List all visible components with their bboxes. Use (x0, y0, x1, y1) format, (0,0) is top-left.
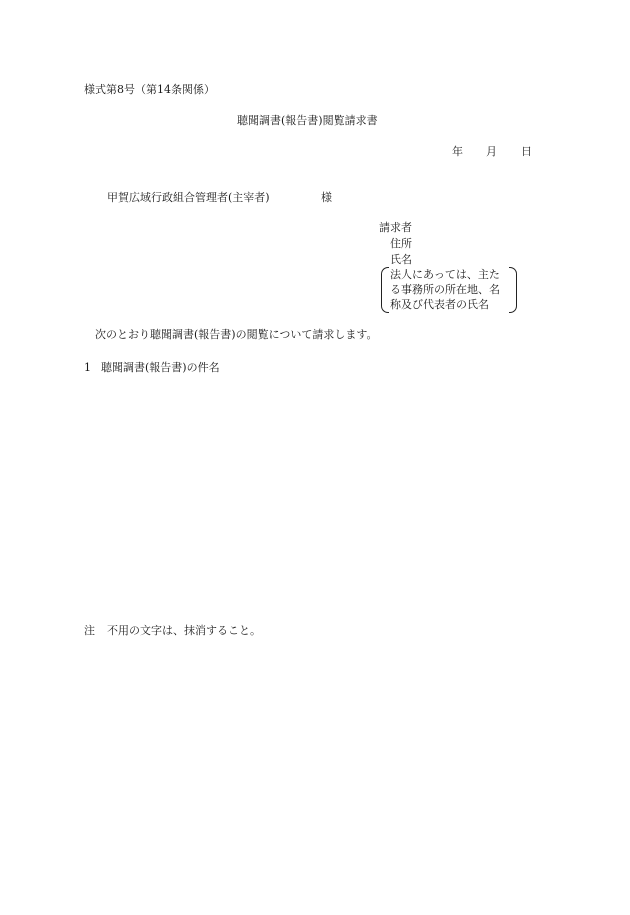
request-statement: 次のとおり聴聞調書(報告書)の閲覧について請求します。 (95, 328, 378, 341)
date-year-label: 年 (452, 145, 463, 158)
footnote-text: 不用の文字は、抹消すること。 (107, 624, 261, 637)
date-month-label: 月 (486, 145, 497, 158)
footnote-mark: 注 (84, 624, 95, 637)
corporate-note-line: 法人にあっては、主た (390, 268, 500, 281)
name-label: 氏名 (390, 253, 412, 266)
addressee-name: 甲賀広域行政組合管理者(主宰者) (107, 191, 270, 204)
left-bracket (381, 267, 389, 313)
requester-label: 請求者 (379, 221, 412, 234)
form-number: 様式第8号（第14条関係） (84, 83, 215, 96)
date-day-label: 日 (521, 145, 532, 158)
corporate-note-line: る事務所の所在地、名 (390, 283, 500, 296)
item-number: 1 (84, 361, 91, 374)
corporate-note-line: 称及び代表者の氏名 (390, 298, 489, 311)
corporate-note (381, 266, 517, 314)
addressee-honorific: 様 (321, 191, 332, 204)
document-title: 聴聞調書(報告書)閲覧請求書 (237, 114, 378, 127)
address-label: 住所 (390, 237, 412, 250)
right-bracket (509, 267, 517, 313)
item-label: 聴聞調書(報告書)の件名 (101, 361, 220, 374)
